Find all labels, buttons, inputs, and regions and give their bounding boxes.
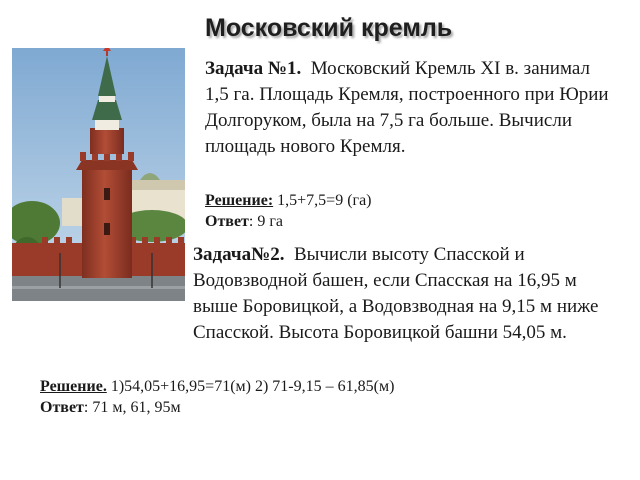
task2-solution-block: [40, 376, 394, 418]
task2-solution-line: [40, 376, 394, 397]
task2-label: Задача№2.: [193, 244, 285, 265]
task1-answer-label: Ответ: [205, 213, 249, 230]
task2-solution-label: Решение.: [40, 378, 107, 395]
task1-text: Московский Кремль XI в. занимал 1,5 га. Площадь Кремля, построенного при Юрии Долгоруком, была на 7,5 га больше. Вычисли площадь нового Кремля.: [205, 58, 609, 157]
task2-answer-line: [40, 397, 394, 418]
task2-answer-value: : 71 м, 61, 95м: [83, 399, 181, 416]
task1-solution-line: [205, 190, 372, 211]
task2-block: [193, 242, 623, 346]
task1-block: [205, 56, 615, 160]
task1-label: Задача №1.: [205, 58, 302, 79]
kremlin-tower-photo: [12, 48, 185, 301]
task1-answer-value: : 9 га: [248, 213, 284, 230]
task1-answer-line: [205, 211, 372, 232]
task1-solution-block: [205, 190, 372, 232]
task2-answer-label: Ответ: [40, 399, 84, 416]
task1-solution-value: 1,5+7,5=9 (га): [277, 192, 372, 209]
task1-solution-label: Решение:: [205, 192, 274, 209]
task2-solution-value: 1)54,05+16,95=71(м) 2) 71-9,15 – 61,85(м): [110, 378, 395, 395]
task2-text: Вычисли высоту Спасской и Водовзводной башен, если Спасская на 16,95 м выше Боровицкой, а Водовзводная на 9,15 м ниже Спасской. Высота Боровицкой башни 54,05 м.: [193, 244, 599, 343]
page-title: Московский кремль: [205, 14, 453, 42]
